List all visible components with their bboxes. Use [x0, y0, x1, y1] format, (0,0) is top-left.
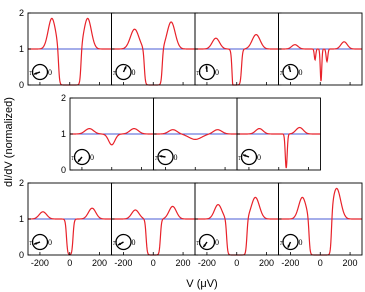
y-axis-label: dI/dV (normalized) — [3, 97, 15, 187]
y-tick-label: 0 — [18, 80, 24, 90]
panel — [195, 13, 279, 85]
panel — [112, 13, 196, 85]
data-line — [195, 35, 279, 85]
data-line — [279, 188, 363, 255]
inset-label: 0 — [48, 68, 52, 77]
data-line — [154, 130, 238, 140]
panel — [154, 98, 238, 170]
inset-label: π — [29, 68, 34, 77]
inset-label: 0 — [215, 68, 219, 77]
inset-label: 0 — [131, 68, 136, 77]
y-tick-label: 2 — [60, 93, 66, 103]
x-tick-label: -200 — [114, 258, 133, 268]
inset-label: 0 — [215, 238, 219, 247]
data-line — [279, 42, 363, 81]
panel — [70, 98, 154, 170]
x-axis-label: V (μV) — [186, 278, 218, 290]
data-line — [237, 128, 321, 169]
y-tick-label: 0 — [18, 250, 24, 260]
x-tick-label: -200 — [197, 258, 216, 268]
panel — [28, 183, 112, 268]
inset-label: 0 — [257, 153, 261, 162]
x-tick-label: 200 — [175, 258, 191, 268]
x-tick-label: 0 — [67, 258, 73, 268]
x-tick-label: 0 — [317, 258, 323, 268]
y-tick-label: 2 — [18, 178, 24, 188]
inset-label: 0 — [131, 238, 136, 247]
panel — [28, 13, 112, 85]
inset-label: 0 — [173, 153, 178, 162]
data-line — [112, 22, 196, 85]
panel — [237, 98, 321, 170]
inset-arrowhead — [243, 155, 246, 157]
panel-row — [19, 178, 362, 268]
inset-label: π — [71, 153, 76, 162]
inset-label: 0 — [48, 238, 52, 247]
inset-label: π — [238, 153, 243, 162]
y-tick-label: 1 — [18, 44, 24, 54]
data-line — [28, 18, 112, 85]
inset-arrowhead — [34, 242, 37, 244]
inset-label: π — [112, 238, 118, 247]
data-line — [28, 208, 112, 255]
panel — [279, 183, 363, 268]
panel — [195, 183, 279, 268]
data-line — [70, 129, 154, 145]
x-tick-label: 0 — [150, 258, 156, 268]
x-tick-label: 200 — [92, 258, 108, 268]
x-tick-label: 200 — [342, 258, 358, 268]
x-tick-label: -200 — [281, 258, 300, 268]
inset-label: π — [29, 238, 34, 247]
data-line — [195, 197, 279, 255]
inset-label: 0 — [298, 68, 303, 77]
x-tick-label: -200 — [30, 258, 49, 268]
y-tick-label: 1 — [18, 214, 24, 224]
inset-label: 0 — [90, 153, 94, 162]
inset-label: 0 — [298, 238, 303, 247]
panel-row — [61, 93, 321, 175]
panel-row — [19, 8, 362, 90]
data-line — [112, 206, 196, 255]
y-tick-label: 0 — [60, 165, 66, 175]
inset-arrowhead — [205, 66, 208, 69]
x-tick-label: 200 — [259, 258, 275, 268]
y-tick-label: 1 — [60, 129, 66, 139]
y-tick-label: 2 — [18, 8, 24, 18]
inset-label: π — [196, 68, 201, 77]
panel — [112, 183, 196, 268]
panels — [19, 8, 362, 268]
inset-label: π — [279, 238, 285, 247]
inset-label: π — [196, 238, 201, 247]
inset-label: π — [112, 68, 118, 77]
panel — [279, 13, 363, 85]
inset-label: π — [154, 153, 160, 162]
inset-arrowhead — [34, 72, 37, 74]
x-tick-label: 0 — [234, 258, 240, 268]
inset-label: π — [279, 68, 285, 77]
